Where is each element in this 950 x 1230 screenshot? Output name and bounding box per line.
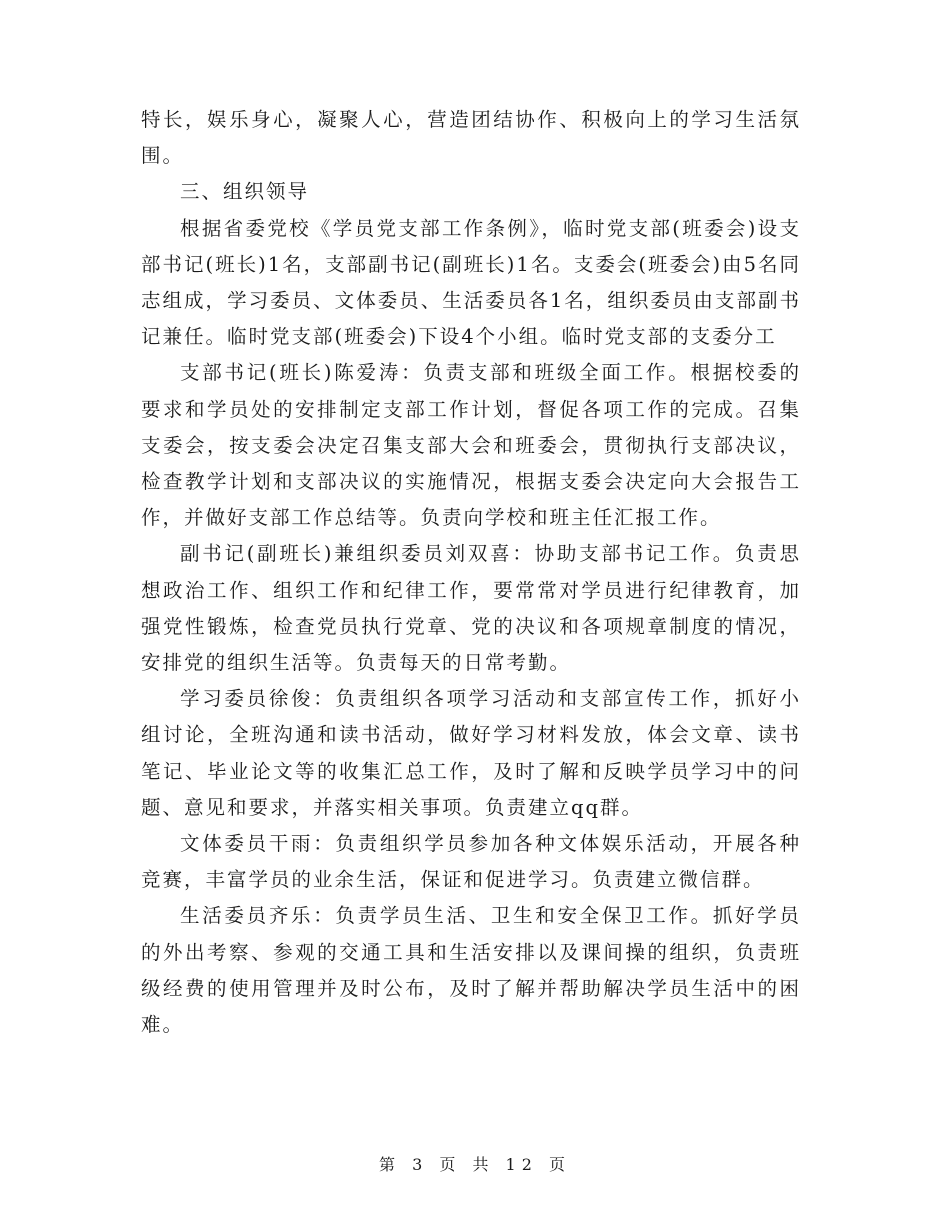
section-heading: 三、组织领导 [180, 180, 310, 204]
paragraph-continuation: 特长，娱乐身心，凝聚人心，营造团结协作、积极向上的学习生活氛围。 [141, 108, 801, 168]
paragraph-culture-sports-committee: 文体委员干雨：负责组织学员参加各种文体娱乐活动，开展各种竞赛，丰富学员的业余生活，保证和促进学习。负责建立微信群。 [141, 832, 801, 892]
paragraph-deputy-secretary: 副书记(副班长)兼组织委员刘双喜：协助支部书记工作。负责思想政治工作、组织工作和纪律工作，要常常对学员进行纪律教育，加强党性锻炼，检查党员执行党章、党的决议和各项规章制度的情况，安排党的组织生活等。负责每天的日常考勤。 [141, 542, 801, 675]
document-body [141, 102, 801, 1043]
page-number-footer: 第 3 页 共 12 页 [379, 1155, 571, 1174]
paragraph-life-committee: 生活委员齐乐：负责学员生活、卫生和安全保卫工作。抓好学员的外出考察、参观的交通工具和生活安排以及课间操的组织，负责班级经费的使用管理并及时公布，及时了解并帮助解决学员生活中的困难。 [141, 904, 801, 1037]
paragraph-secretary: 支部书记(班长)陈爱涛：负责支部和班级全面工作。根据校委的要求和学员处的安排制定支部工作计划，督促各项工作的完成。召集支委会，按支委会决定召集支部大会和班委会，贯彻执行支部决议，检查教学计划和支部决议的实施情况，根据支委会决定向大会报告工作，并做好支部工作总结等。负责向学校和班主任汇报工作。 [141, 361, 801, 530]
paragraph-study-committee: 学习委员徐俊：负责组织各项学习活动和支部宣传工作，抓好小组讨论，全班沟通和读书活动，做好学习材料发放，体会文章、读书笔记、毕业论文等的收集汇总工作，及时了解和反映学员学习中的问题、意见和要求，并落实相关事项。负责建立qq群。 [141, 687, 801, 819]
paragraph-organization: 根据省委党校《学员党支部工作条例》，临时党支部(班委会)设支部书记(班长)1名，支部副书记(副班长)1名。支委会(班委会)由5名同志组成，学习委员、文体委员、生活委员各1名，组织委员由支部副书记兼任。临时党支部(班委会)下设4个小组。临时党支部的支委分工 [141, 216, 801, 349]
